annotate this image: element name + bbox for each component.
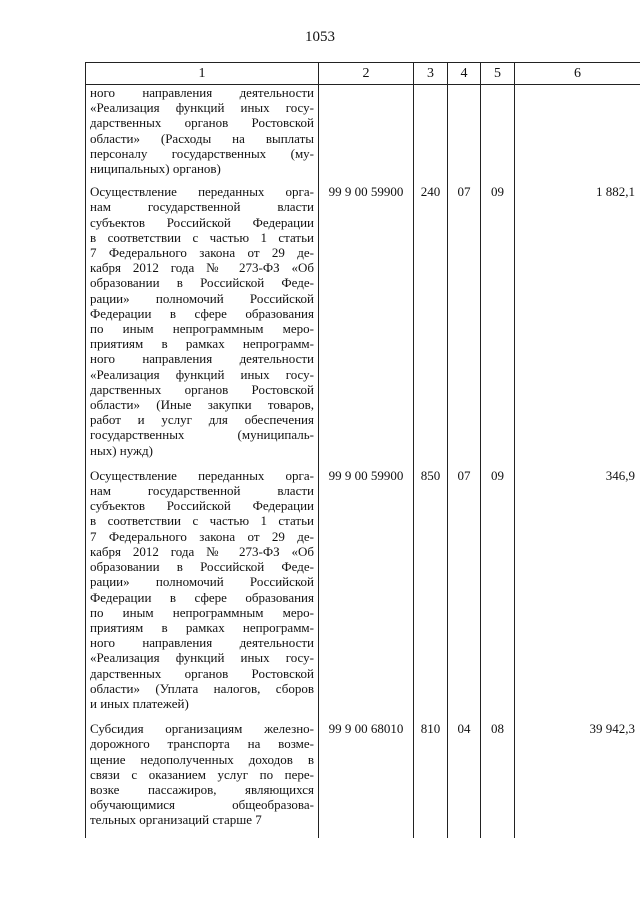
description-line: нам государственной власти [90,483,314,499]
description-line: кабря 2012 года № 273-ФЗ «Об [90,543,314,559]
row-csr-code [319,85,414,185]
row-rz-code [448,85,481,185]
description-line: тельных организаций старше 7 [90,812,262,828]
description-line: дорожного транспорта на возме- [90,736,314,752]
description-line: дарственных органов Ростовской [90,665,314,681]
row-vr-code [414,85,448,185]
description-line: приятиям в рамках непрограмм- [90,336,314,352]
row-pr-code: 09 [481,184,515,468]
description-line: субъектов Российской Федерации [90,498,314,514]
description-line: щение недополученных доходов в [90,751,314,767]
description-line: субъектов Российской Федерации [90,214,314,230]
table-header [86,63,640,85]
description-line: Субсидия организациям железно- [90,721,314,737]
description-line: Осуществление переданных орга- [90,467,314,483]
description-line: и иных платежей) [90,695,189,711]
description-line: в соответствии с частью 1 статьи [90,513,314,529]
description-line: области» (Иные закупки товаров, [90,397,314,413]
page-number: 1053 [305,29,335,45]
description-line: дарственных органов Ростовской [90,381,314,397]
table-row [86,85,640,185]
description-line: рации» полномочий Российской [90,290,314,306]
row-description [86,184,319,468]
row-rz-code: 07 [448,468,481,721]
description-line: работ и услуг для обеспечения [90,412,314,428]
description-line: Осуществление переданных орга- [90,184,314,200]
description-line: персоналу государственных (му- [90,145,314,161]
row-amount: 1 882,1 [515,184,640,468]
description-line: «Реализация функций иных госу- [90,100,314,116]
row-vr-code: 810 [414,721,448,837]
description-line: области» (Уплата налогов, сборов [90,680,314,696]
col-header-rz: 4 [448,63,481,85]
col-header-csr: 2 [319,63,414,85]
row-csr-code: 99 9 00 59900 [319,184,414,468]
description-line: Федерации в сфере образования [90,589,314,605]
row-amount: 39 942,3 [515,721,640,837]
description-line: в соответствии с частью 1 статьи [90,229,314,245]
row-description [86,468,319,721]
description-line: ных) нужд) [90,442,153,458]
row-pr-code: 09 [481,468,515,721]
table-row [86,721,640,837]
description-line: кабря 2012 года № 273-ФЗ «Об [90,260,314,276]
row-pr-code [481,85,515,185]
row-amount: 346,9 [515,468,640,721]
description-line: приятиям в рамках непрограмм- [90,619,314,635]
description-line: ниципальных) органов) [90,161,221,177]
description-line: нам государственной власти [90,199,314,215]
description-line: 7 Федерального закона от 29 де- [90,245,314,261]
row-csr-code: 99 9 00 68010 [319,721,414,837]
col-header-name: 1 [86,63,319,85]
description-line: образовании в Российской Феде- [90,275,314,291]
table-row [86,184,640,468]
description-line: 7 Федерального закона от 29 де- [90,528,314,544]
row-rz-code: 04 [448,721,481,837]
row-csr-code: 99 9 00 59900 [319,468,414,721]
col-header-amount: 6 [515,63,640,85]
description-line: ного направления деятельности [90,635,314,651]
description-line: возке пассажиров, являющихся [90,781,314,797]
description-line: ного направления деятельности [90,85,314,100]
table-body [86,85,640,838]
description-line: связи с оказанием услуг по пере- [90,766,314,782]
description-line: обучающимися общеобразова- [90,797,314,813]
description-line: по иным непрограммным меро- [90,321,314,337]
row-amount [515,85,640,185]
budget-table [85,62,640,838]
table-row [86,468,640,721]
description-line: государственных (муниципаль- [90,427,314,443]
description-line: рации» полномочий Российской [90,574,314,590]
description-line: области» (Расходы на выплаты [90,130,314,146]
row-description [86,721,319,837]
row-vr-code: 850 [414,468,448,721]
row-vr-code: 240 [414,184,448,468]
description-line: Федерации в сфере образования [90,305,314,321]
row-rz-code: 07 [448,184,481,468]
description-line: по иным непрограммным меро- [90,604,314,620]
description-line: «Реализация функций иных госу- [90,366,314,382]
row-description [86,85,319,185]
row-pr-code: 08 [481,721,515,837]
description-line: ного направления деятельности [90,351,314,367]
description-line: «Реализация функций иных госу- [90,650,314,666]
col-header-pr: 5 [481,63,515,85]
description-line: дарственных органов Ростовской [90,115,314,131]
col-header-vr: 3 [414,63,448,85]
description-line: образовании в Российской Феде- [90,559,314,575]
